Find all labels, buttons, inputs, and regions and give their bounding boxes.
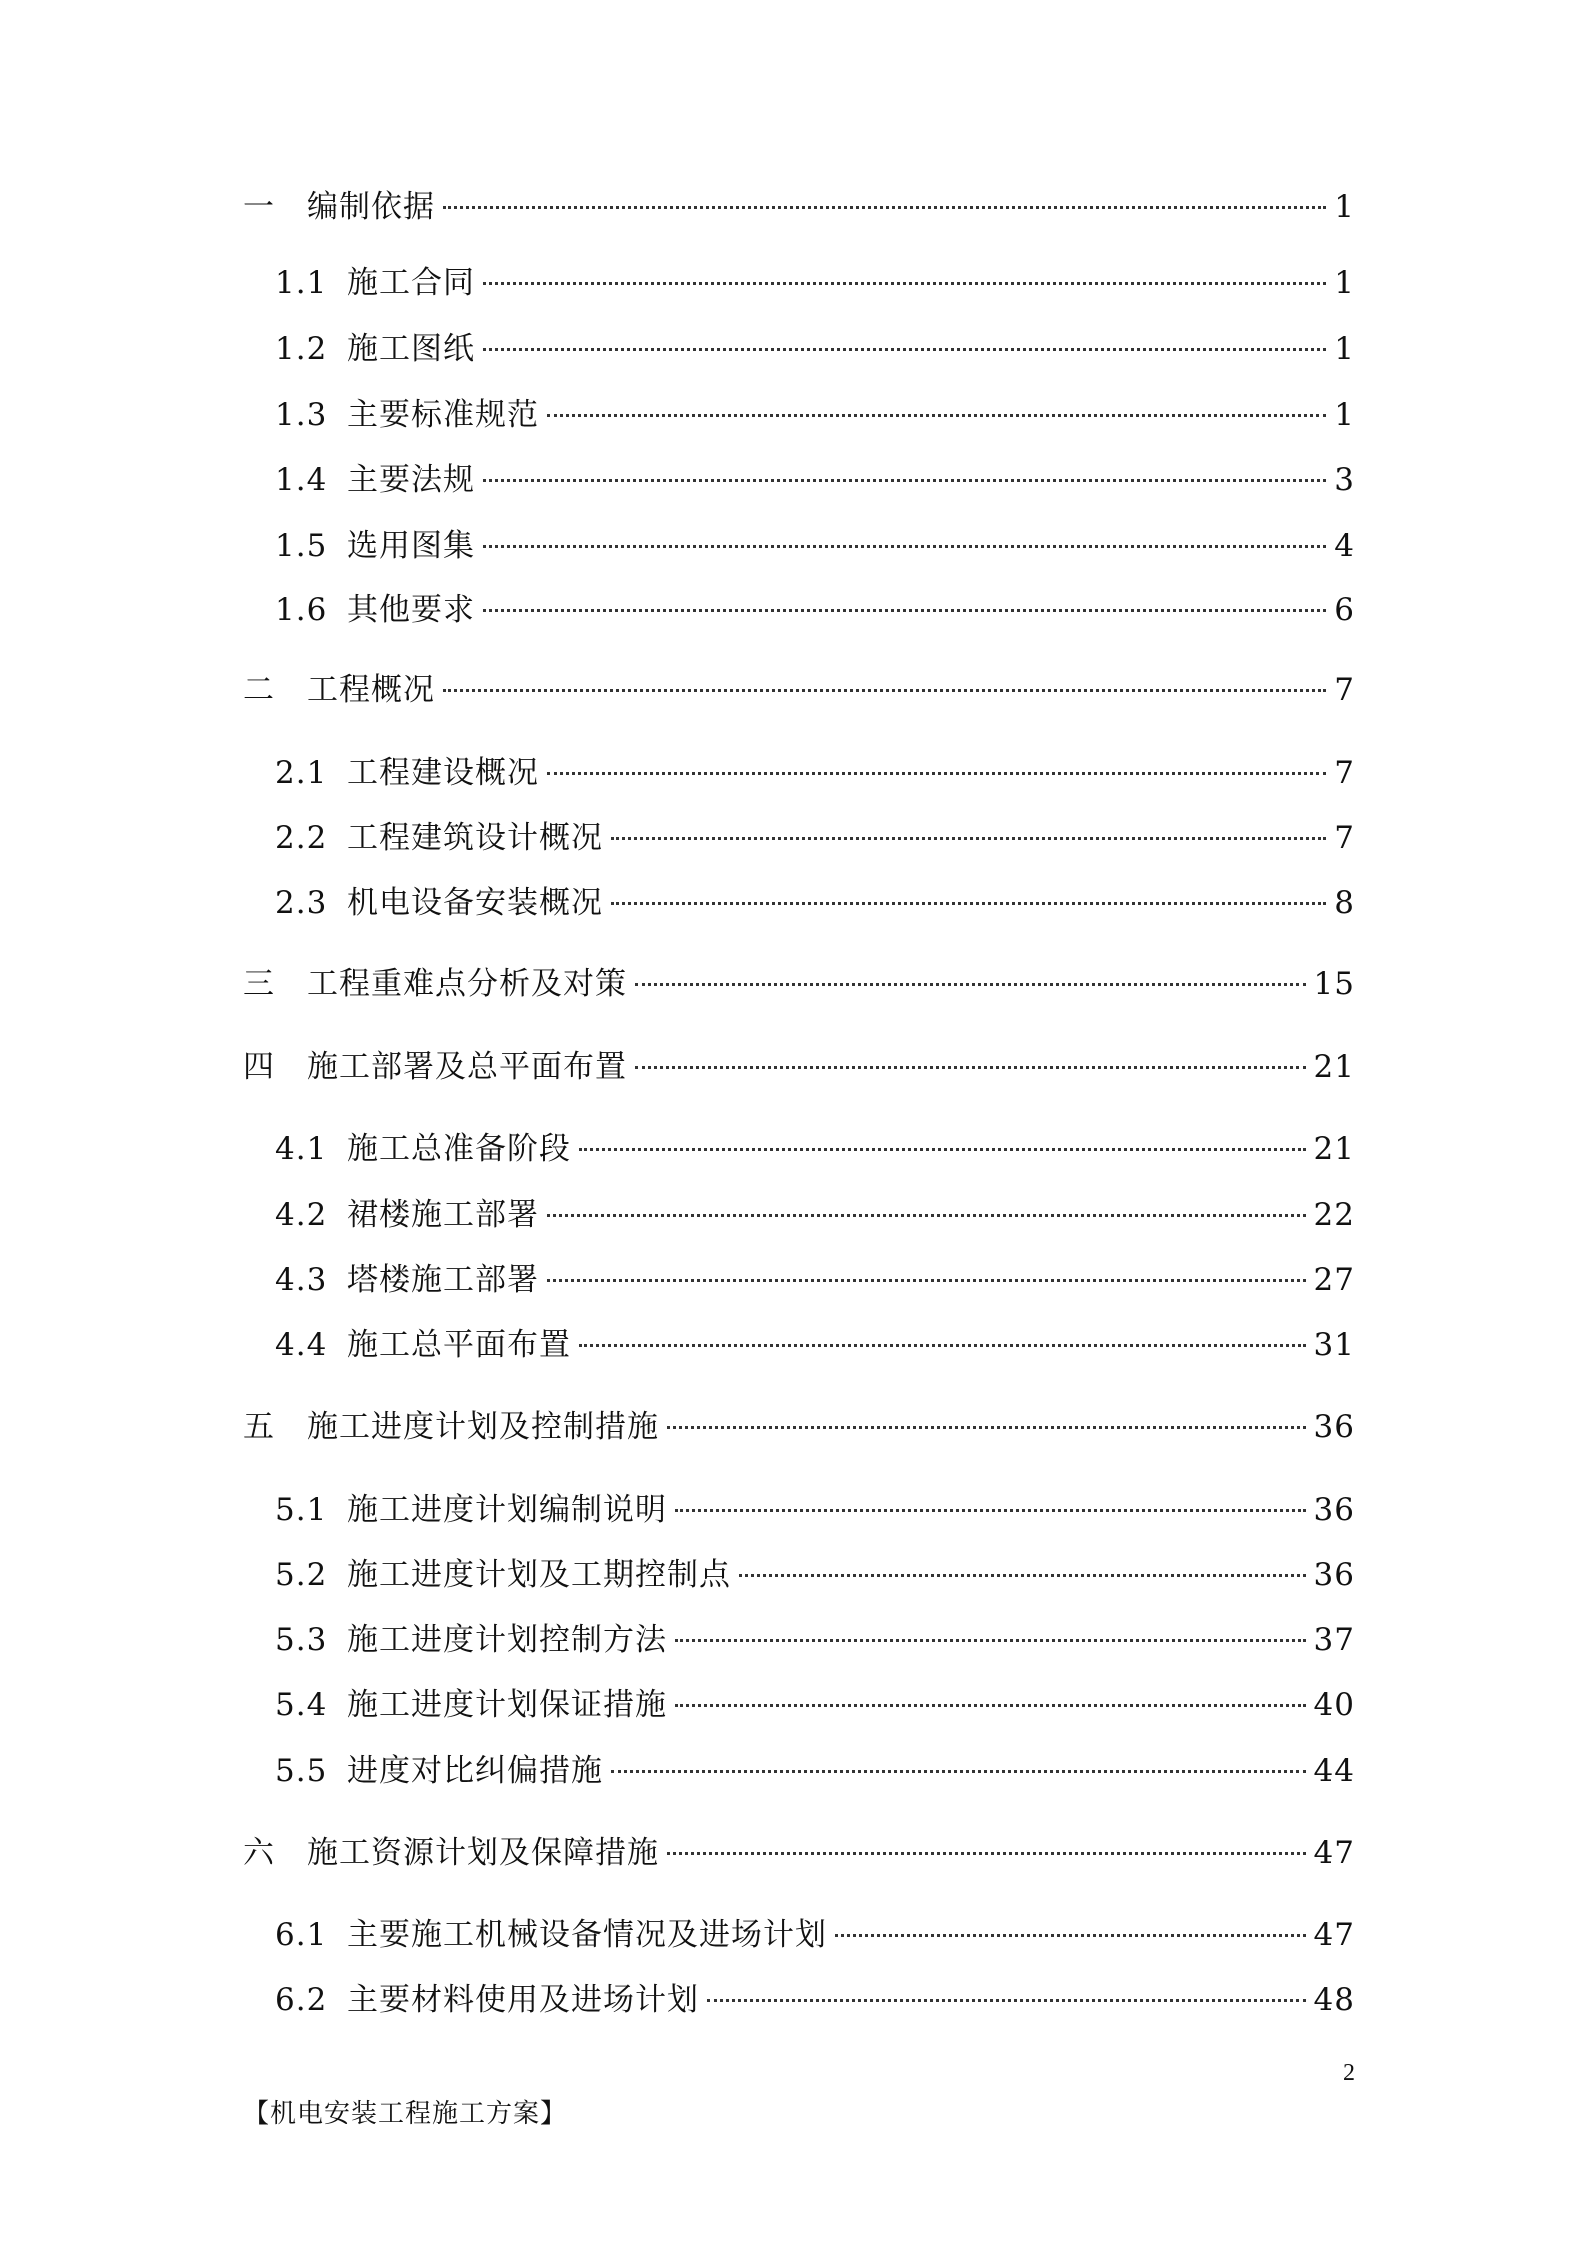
toc-entry-page: 1 <box>1334 397 1355 433</box>
toc-entry-title: 施工合同 <box>347 265 475 301</box>
toc-dot-leader <box>739 1574 1306 1577</box>
toc-entry-title: 主要施工机械设备情况及进场计划 <box>347 1917 827 1953</box>
toc-entry-title: 裙楼施工部署 <box>347 1197 539 1233</box>
toc-dot-leader <box>547 772 1326 775</box>
toc-dot-leader <box>611 1770 1306 1773</box>
toc-entry-number: 5.2 <box>275 1557 328 1593</box>
toc-entry-title: 施工总准备阶段 <box>347 1131 571 1167</box>
toc-dot-leader <box>547 414 1326 417</box>
toc-entry-page: 47 <box>1313 1917 1355 1953</box>
toc-section-entry[interactable] <box>275 879 1355 927</box>
toc-section-entry[interactable] <box>275 1911 1355 1959</box>
toc-entry-page: 8 <box>1334 885 1355 921</box>
toc-entry-page: 36 <box>1313 1409 1355 1445</box>
toc-section-entry[interactable] <box>275 1486 1355 1534</box>
toc-entry-page: 22 <box>1313 1197 1355 1233</box>
toc-dot-leader <box>611 902 1326 905</box>
toc-entry-number: 二 <box>243 672 275 708</box>
toc-entry-title: 选用图集 <box>347 528 475 564</box>
toc-section-entry[interactable] <box>275 1191 1355 1239</box>
toc-entry-title: 进度对比纠偏措施 <box>347 1753 603 1789</box>
toc-entry-page: 21 <box>1313 1049 1355 1085</box>
toc-dot-leader <box>483 348 1326 351</box>
toc-chapter-entry[interactable] <box>243 960 1355 1008</box>
toc-entry-number: 5.3 <box>275 1622 328 1658</box>
toc-entry-title: 施工进度计划及工期控制点 <box>347 1557 731 1593</box>
toc-entry-page: 7 <box>1334 672 1355 708</box>
toc-entry-number: 1.2 <box>275 331 328 367</box>
toc-dot-leader <box>675 1704 1306 1707</box>
toc-entry-page: 1 <box>1334 265 1355 301</box>
toc-dot-leader <box>675 1639 1306 1642</box>
toc-entry-title: 机电设备安装概况 <box>347 885 603 921</box>
toc-chapter-entry[interactable] <box>243 183 1355 231</box>
toc-entry-number: 2.2 <box>275 820 328 856</box>
toc-entry-number: 五 <box>243 1409 275 1445</box>
toc-entry-number: 1.6 <box>275 592 328 628</box>
toc-dot-leader <box>675 1509 1306 1512</box>
toc-section-entry[interactable] <box>275 259 1355 307</box>
toc-entry-title: 施工资源计划及保障措施 <box>307 1835 659 1871</box>
toc-dot-leader <box>547 1214 1306 1217</box>
toc-entry-title: 塔楼施工部署 <box>347 1262 539 1298</box>
toc-entry-page: 1 <box>1334 331 1355 367</box>
toc-entry-page: 37 <box>1313 1622 1355 1658</box>
toc-dot-leader <box>483 609 1326 612</box>
toc-dot-leader <box>667 1426 1306 1429</box>
toc-entry-title: 主要标准规范 <box>347 397 539 433</box>
toc-entry-title: 施工总平面布置 <box>347 1327 571 1363</box>
toc-entry-number: 4.4 <box>275 1327 328 1363</box>
toc-section-entry[interactable] <box>275 522 1355 570</box>
toc-entry-number: 1.5 <box>275 528 328 564</box>
toc-entry-page: 21 <box>1313 1131 1355 1167</box>
toc-section-entry[interactable] <box>275 1681 1355 1729</box>
toc-dot-leader <box>483 545 1326 548</box>
toc-entry-title: 主要材料使用及进场计划 <box>347 1982 699 2018</box>
toc-entry-title: 施工进度计划控制方法 <box>347 1622 667 1658</box>
toc-entry-number: 4.1 <box>275 1131 328 1167</box>
toc-entry-number: 4.3 <box>275 1262 328 1298</box>
toc-dot-leader <box>707 1999 1306 2002</box>
toc-dot-leader <box>547 1279 1306 1282</box>
toc-dot-leader <box>667 1852 1306 1855</box>
toc-section-entry[interactable] <box>275 456 1355 504</box>
toc-entry-number: 6.2 <box>275 1982 328 2018</box>
toc-section-entry[interactable] <box>275 1321 1355 1369</box>
footer-document-title: 【机电安装工程施工方案】 <box>243 2099 568 2129</box>
toc-entry-number: 5.4 <box>275 1687 328 1723</box>
toc-entry-page: 1 <box>1334 189 1355 225</box>
toc-entry-page: 7 <box>1334 755 1355 791</box>
toc-section-entry[interactable] <box>275 1976 1355 2024</box>
toc-entry-title: 编制依据 <box>307 189 435 225</box>
toc-dot-leader <box>443 689 1326 692</box>
toc-entry-page: 6 <box>1334 592 1355 628</box>
toc-entry-title: 施工进度计划编制说明 <box>347 1492 667 1528</box>
toc-entry-number: 1.3 <box>275 397 328 433</box>
toc-entry-number: 6.1 <box>275 1917 328 1953</box>
toc-dot-leader <box>483 479 1326 482</box>
toc-entry-page: 4 <box>1334 528 1355 564</box>
toc-entry-title: 工程重难点分析及对策 <box>307 966 627 1002</box>
toc-entry-title: 施工进度计划及控制措施 <box>307 1409 659 1445</box>
toc-entry-number: 5.1 <box>275 1492 328 1528</box>
toc-section-entry[interactable] <box>275 325 1355 373</box>
toc-entry-title: 其他要求 <box>347 592 475 628</box>
toc-dot-leader <box>579 1344 1306 1347</box>
toc-entry-number: 4.2 <box>275 1197 328 1233</box>
toc-entry-number: 2.1 <box>275 755 328 791</box>
toc-entry-title: 工程建筑设计概况 <box>347 820 603 856</box>
toc-section-entry[interactable] <box>275 1551 1355 1599</box>
toc-dot-leader <box>635 983 1306 986</box>
toc-chapter-entry[interactable] <box>243 666 1355 714</box>
toc-entry-title: 主要法规 <box>347 462 475 498</box>
toc-entry-number: 六 <box>243 1835 275 1871</box>
toc-entry-page: 40 <box>1313 1687 1355 1723</box>
toc-entry-number: 1.1 <box>275 265 328 301</box>
page-number: 2 <box>1343 2060 1355 2086</box>
toc-entry-title: 施工图纸 <box>347 331 475 367</box>
toc-entry-number: 5.5 <box>275 1753 328 1789</box>
toc-entry-title: 施工部署及总平面布置 <box>307 1049 627 1085</box>
toc-section-entry[interactable] <box>275 1747 1355 1795</box>
toc-dot-leader <box>835 1934 1306 1937</box>
toc-section-entry[interactable] <box>275 1125 1355 1173</box>
toc-dot-leader <box>443 206 1326 209</box>
toc-dot-leader <box>483 282 1326 285</box>
toc-entry-title: 工程概况 <box>307 672 435 708</box>
toc-entry-number: 一 <box>243 189 275 225</box>
toc-chapter-entry[interactable] <box>243 1829 1355 1877</box>
toc-entry-page: 36 <box>1313 1492 1355 1528</box>
toc-entry-page: 31 <box>1313 1327 1355 1363</box>
toc-entry-number: 三 <box>243 966 275 1002</box>
toc-entry-number: 1.4 <box>275 462 328 498</box>
toc-chapter-entry[interactable] <box>243 1043 1355 1091</box>
toc-entry-page: 36 <box>1313 1557 1355 1593</box>
toc-dot-leader <box>611 837 1326 840</box>
toc-entry-number: 四 <box>243 1049 275 1085</box>
toc-entry-page: 7 <box>1334 820 1355 856</box>
toc-section-entry[interactable] <box>275 1616 1355 1664</box>
toc-section-entry[interactable] <box>275 749 1355 797</box>
toc-entry-page: 44 <box>1313 1753 1355 1789</box>
toc-entry-page: 48 <box>1313 1982 1355 2018</box>
toc-entry-page: 27 <box>1313 1262 1355 1298</box>
toc-section-entry[interactable] <box>275 391 1355 439</box>
toc-entry-page: 15 <box>1313 966 1355 1002</box>
toc-entry-number: 2.3 <box>275 885 328 921</box>
toc-chapter-entry[interactable] <box>243 1403 1355 1451</box>
toc-entry-title: 施工进度计划保证措施 <box>347 1687 667 1723</box>
toc-dot-leader <box>635 1066 1306 1069</box>
toc-dot-leader <box>579 1148 1306 1151</box>
toc-entry-title: 工程建设概况 <box>347 755 539 791</box>
toc-entry-page: 3 <box>1334 462 1355 498</box>
toc-entry-page: 47 <box>1313 1835 1355 1871</box>
toc-section-entry[interactable] <box>275 814 1355 862</box>
toc-section-entry[interactable] <box>275 586 1355 634</box>
toc-section-entry[interactable] <box>275 1256 1355 1304</box>
